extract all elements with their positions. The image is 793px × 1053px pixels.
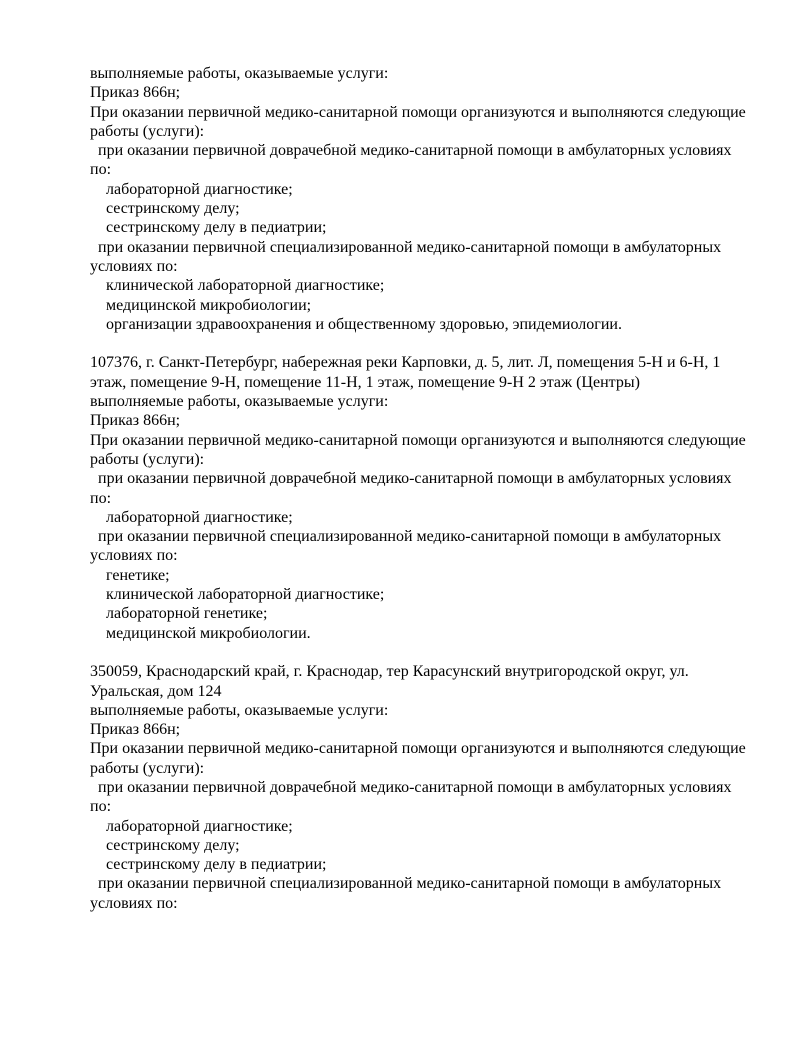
text-line: организации здравоохранения и общественному здоровью, эпидемиологии. [90, 315, 622, 333]
text-line: Уральская, дом 124 [90, 682, 222, 700]
text-line: лабораторной диагностике; [90, 817, 293, 835]
text-line: выполняемые работы, оказываемые услуги: [90, 701, 389, 719]
license-block-krasnodar-uralskaya [90, 662, 746, 913]
text-line: условиях по: [90, 257, 178, 275]
text-line: сестринскому делу; [90, 836, 240, 854]
text-line: 107376, г. Санкт-Петербург, набережная реки Карповки, д. 5, лит. Л, помещения 5-Н и 6-Н, 1 [90, 354, 721, 372]
text-line: работы (услуги): [90, 759, 205, 777]
text-line: лабораторной генетике; [90, 605, 268, 623]
text-line: по: [90, 798, 112, 816]
text-line: клинической лабораторной диагностике; [90, 586, 385, 604]
text-line: лабораторной диагностике; [90, 508, 293, 526]
text-line: 350059, Краснодарский край, г. Краснодар, тер Карасунский внутригородской округ, ул. [90, 663, 689, 681]
text-line: медицинской микробиологии; [90, 296, 312, 314]
text-line: Приказ 866н; [90, 84, 181, 102]
text-line: условиях по: [90, 894, 178, 912]
text-line: по: [90, 161, 112, 179]
text-line: Приказ 866н; [90, 721, 181, 739]
text-line: выполняемые работы, оказываемые услуги: [90, 393, 389, 411]
text-line: при оказании первичной доврачебной медико-санитарной помощи в амбулаторных условиях [90, 142, 732, 160]
text-line: При оказании первичной медико-санитарной помощи организуются и выполняются следующие [90, 431, 746, 449]
text-line: сестринскому делу в педиатрии; [90, 219, 327, 237]
license-block-services-1 [90, 64, 746, 334]
text-line: при оказании первичной специализированной медико-санитарной помощи в амбулаторных [90, 875, 722, 893]
text-line: При оказании первичной медико-санитарной помощи организуются и выполняются следующие [90, 740, 746, 758]
text-line: работы (услуги): [90, 450, 205, 468]
text-line: Приказ 866н; [90, 412, 181, 430]
text-line: выполняемые работы, оказываемые услуги: [90, 65, 389, 82]
text-line: сестринскому делу в педиатрии; [90, 856, 327, 874]
text-line: лабораторной диагностике; [90, 180, 293, 198]
text-line: генетике; [90, 566, 170, 584]
text-line: при оказании первичной доврачебной медико-санитарной помощи в амбулаторных условиях [90, 778, 732, 796]
text-line: условиях по: [90, 547, 178, 565]
text-line: клинической лабораторной диагностике; [90, 277, 385, 295]
license-block-spb-karpovki [90, 353, 746, 642]
text-line: при оказании первичной специализированной медико-санитарной помощи в амбулаторных [90, 238, 722, 256]
text-line: этаж, помещение 9-Н, помещение 11-Н, 1 этаж, помещение 9-Н 2 этаж (Центры) [90, 373, 640, 391]
text-line: сестринскому делу; [90, 200, 240, 218]
text-line: при оказании первичной специализированной медико-санитарной помощи в амбулаторных [90, 528, 722, 546]
text-line: при оказании первичной доврачебной медико-санитарной помощи в амбулаторных условиях [90, 470, 732, 488]
text-line: работы (услуги): [90, 122, 205, 140]
text-line: медицинской микробиологии. [90, 624, 311, 642]
text-line: При оказании первичной медико-санитарной помощи организуются и выполняются следующие [90, 103, 746, 121]
text-line: по: [90, 489, 112, 507]
